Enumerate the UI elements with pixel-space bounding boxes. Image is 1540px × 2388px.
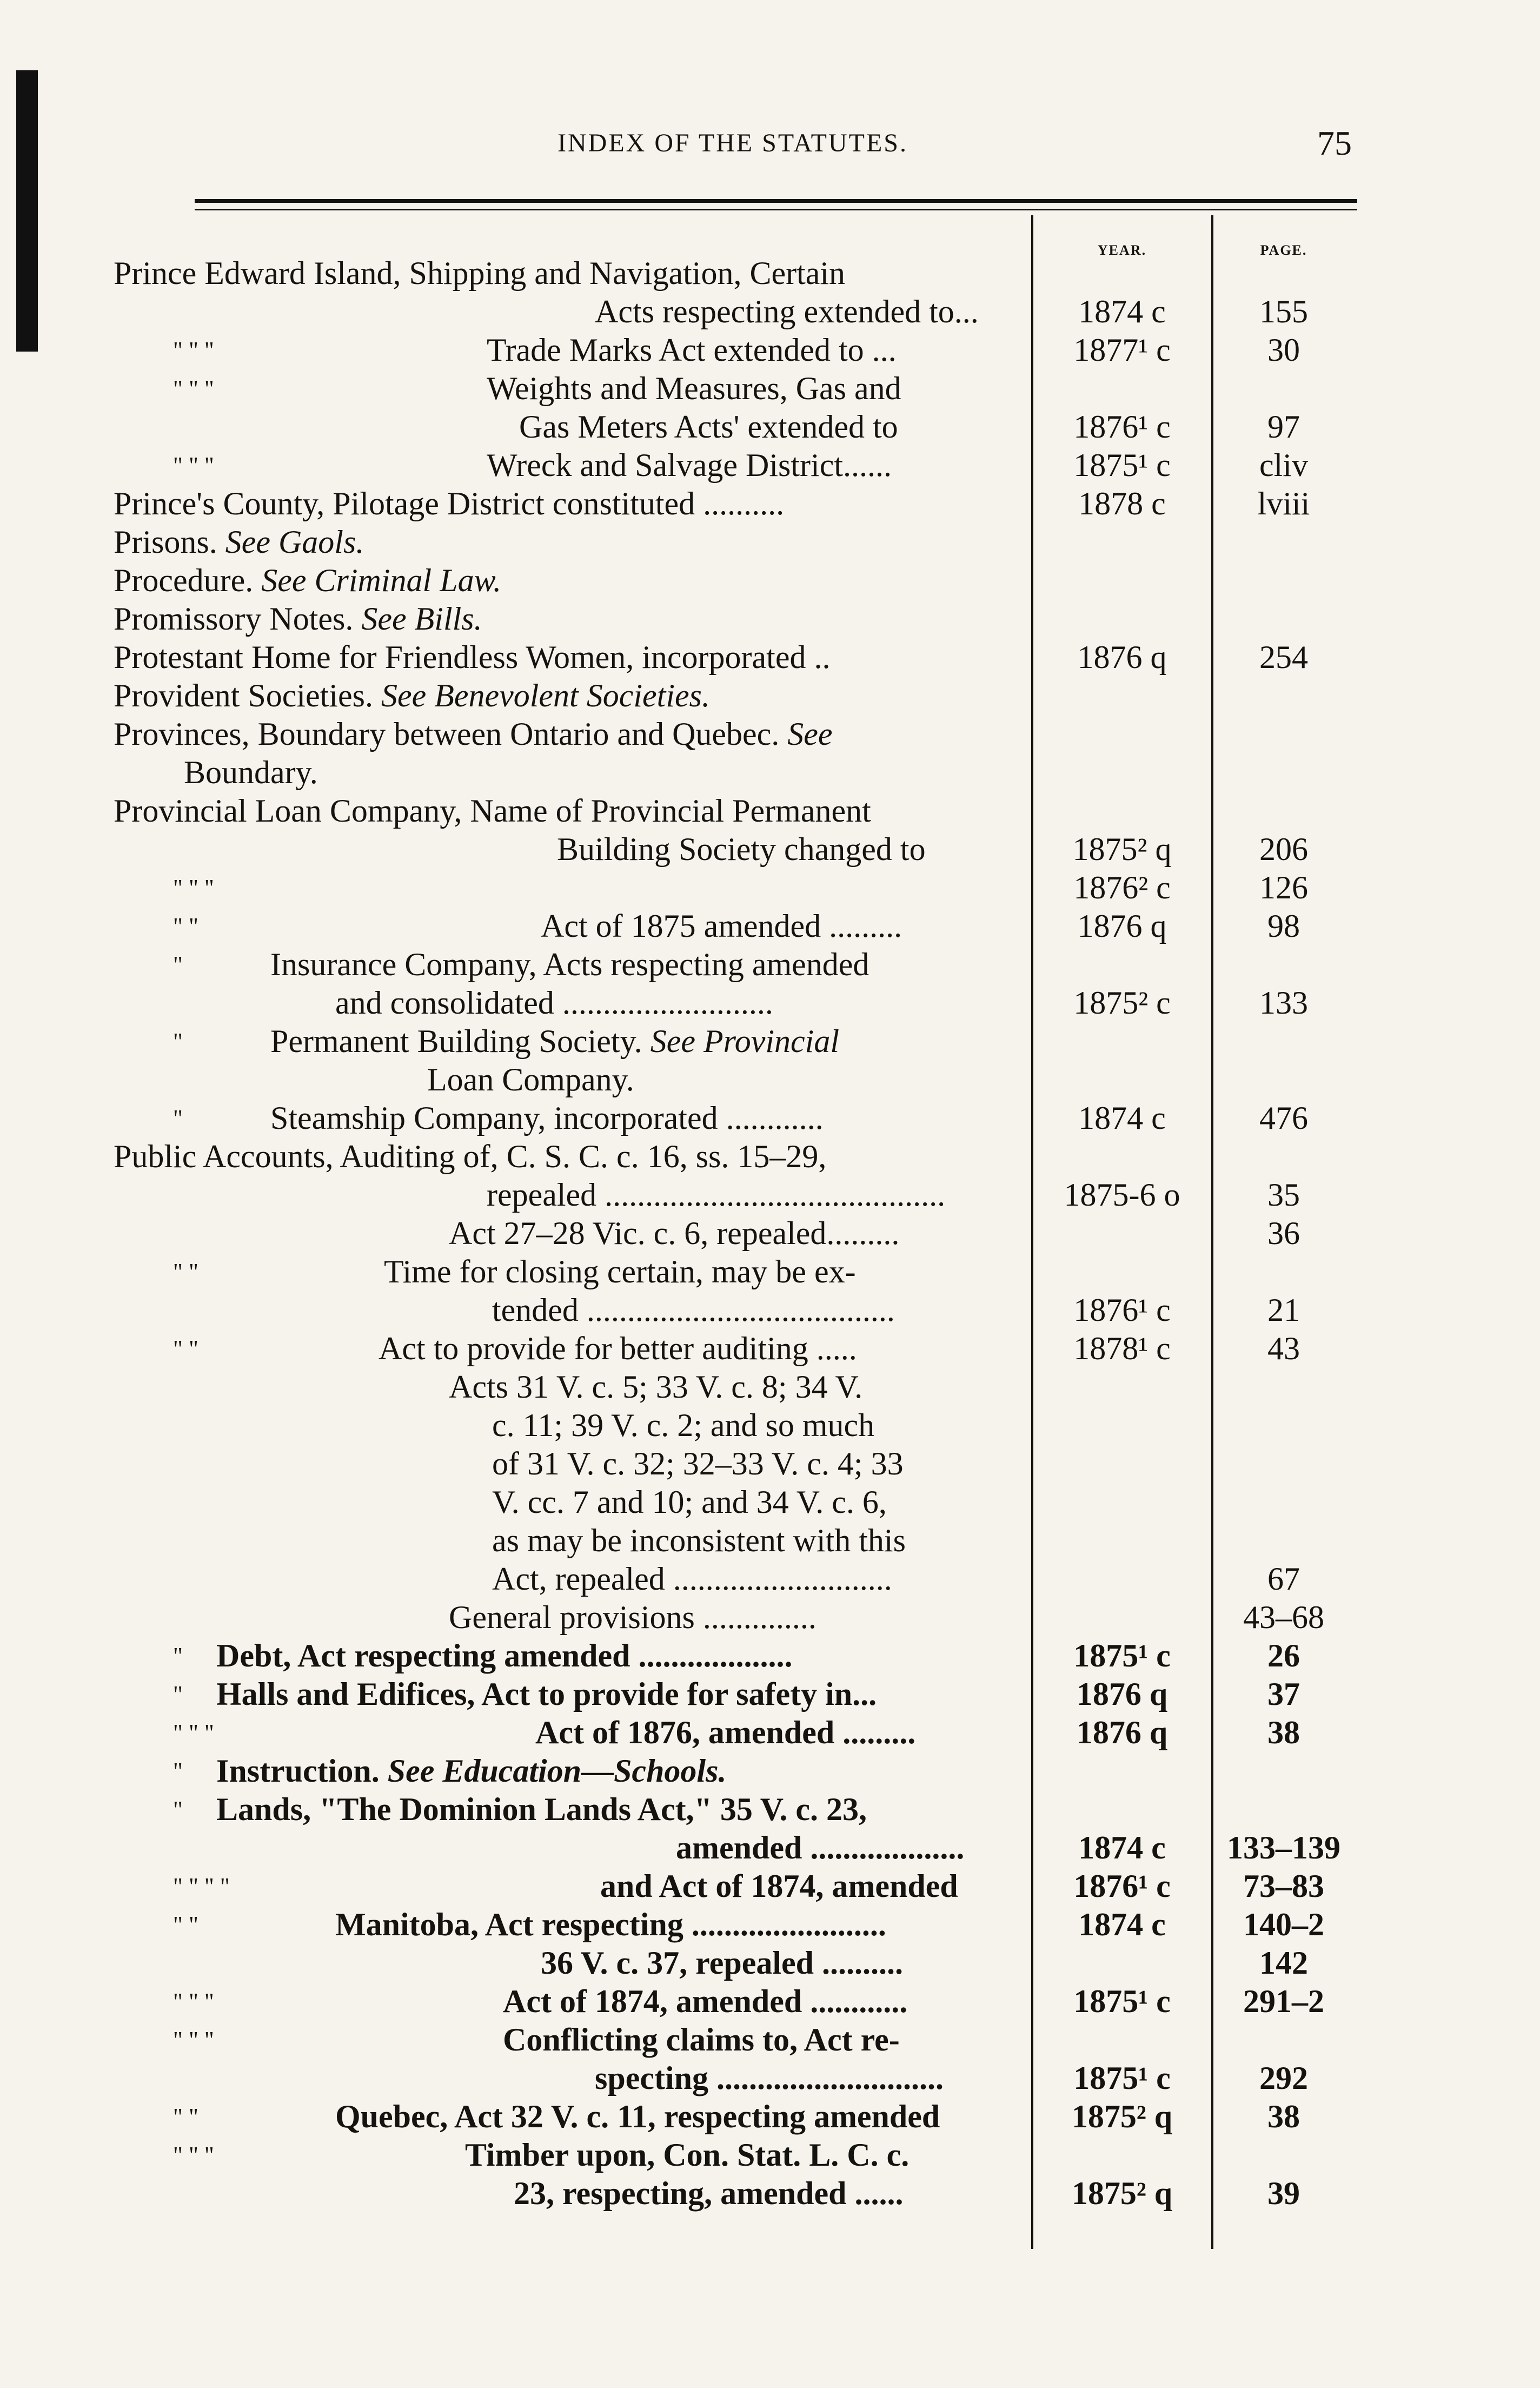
entry-text: Act of 1876, amended ......... — [535, 1715, 916, 1750]
ditto-marks: " " " — [173, 1988, 214, 2015]
ditto-marks: " " " — [173, 2142, 214, 2168]
entry-text: V. cc. 7 and 10; and 34 V. c. 6, — [492, 1484, 887, 1520]
entry-text: Act to provide for better auditing ..... — [379, 1331, 857, 1366]
year-cell: 1875² q — [1071, 2175, 1173, 2211]
entry-text: Steamship Company, incorporated ............ — [270, 1100, 824, 1136]
page-cell: 67 — [1267, 1561, 1300, 1597]
ditto-marks: " " " — [173, 375, 214, 402]
index-row — [0, 1944, 1540, 1982]
index-row — [0, 1867, 1540, 1906]
cross-reference: See Provincial — [642, 1023, 839, 1059]
year-cell: 1876 q — [1077, 908, 1167, 944]
entry-text: Permanent Building Society. See Provincial — [270, 1023, 839, 1059]
year-cell: 1876 q — [1076, 1676, 1168, 1712]
entry-text: Conflicting claims to, Act re- — [503, 2022, 900, 2058]
year-cell: 1876¹ c — [1073, 1292, 1171, 1328]
entry-text: 23, respecting, amended ...... — [514, 2175, 904, 2211]
year-cell: 1876² c — [1073, 870, 1171, 905]
ditto-marks: " " — [173, 913, 198, 940]
entry-text: Boundary. — [184, 755, 318, 790]
index-row — [0, 1675, 1540, 1714]
index-row — [0, 792, 1540, 830]
year-cell: 1876 q — [1076, 1715, 1168, 1750]
entry-text: as may be inconsistent with this — [492, 1523, 906, 1558]
page-cell: 43–68 — [1243, 1599, 1324, 1635]
index-row — [0, 1906, 1540, 1944]
entry-text: Instruction. See Education—Schools. — [216, 1753, 727, 1789]
year-cell: 1875¹ c — [1073, 447, 1171, 483]
index-row — [0, 1214, 1540, 1253]
index-row — [0, 446, 1540, 485]
entry-text: and consolidated .......................... — [335, 985, 773, 1021]
entry-text: c. 11; 39 V. c. 2; and so much — [492, 1407, 875, 1443]
ditto-marks: " " — [173, 1911, 198, 1938]
page-cell: 35 — [1267, 1177, 1300, 1213]
year-cell: 1876 q — [1077, 639, 1167, 675]
page-cell: 38 — [1267, 2099, 1300, 2134]
cross-reference: See Bills. — [353, 601, 482, 637]
index-row — [0, 753, 1540, 792]
page-cell: 254 — [1259, 639, 1308, 675]
running-title: INDEX OF THE STATUTES. — [557, 129, 908, 157]
index-row — [0, 1176, 1540, 1214]
index-row — [0, 869, 1540, 907]
entry-text: Time for closing certain, may be ex- — [384, 1254, 856, 1289]
index-row — [0, 1329, 1540, 1368]
ditto-marks: " — [173, 1643, 183, 1669]
index-row — [0, 331, 1540, 369]
index-row — [0, 1445, 1540, 1483]
entry-text: Prince Edward Island, Shipping and Navigation, Certain — [114, 255, 846, 291]
index-row — [0, 1406, 1540, 1445]
index-row — [0, 2098, 1540, 2136]
year-cell: 1878¹ c — [1073, 1331, 1171, 1366]
index-entries — [0, 254, 1540, 2213]
index-row — [0, 1598, 1540, 1637]
ditto-marks: " — [173, 951, 183, 978]
ditto-marks: " " " — [173, 452, 214, 479]
page-cell: 133 — [1259, 985, 1308, 1021]
page-cell: 37 — [1267, 1676, 1300, 1712]
entry-text: Wreck and Salvage District...... — [487, 447, 892, 483]
page-cell: 73–83 — [1243, 1868, 1324, 1904]
year-cell: 1875¹ c — [1073, 1638, 1171, 1673]
index-row — [0, 1790, 1540, 1829]
ditto-marks: " " " — [173, 2027, 214, 2053]
index-row — [0, 523, 1540, 561]
index-row — [0, 1752, 1540, 1790]
index-row — [0, 254, 1540, 293]
page-cell: 36 — [1267, 1215, 1300, 1251]
entry-text: Debt, Act respecting amended ................... — [216, 1638, 793, 1673]
ditto-marks: " — [173, 1796, 183, 1823]
year-column-header: YEAR. — [1097, 242, 1147, 258]
index-row — [0, 1099, 1540, 1137]
ditto-marks: " — [173, 1758, 183, 1784]
entry-text: specting ............................ — [595, 2060, 944, 2096]
index-row — [0, 1253, 1540, 1291]
entry-text: Protestant Home for Friendless Women, incorporated .. — [114, 639, 831, 675]
index-row — [0, 293, 1540, 331]
index-row — [0, 830, 1540, 869]
index-row — [0, 907, 1540, 945]
ditto-marks: " " " — [173, 337, 214, 363]
page-cell: 38 — [1267, 1715, 1300, 1750]
page-cell: 140–2 — [1243, 1907, 1324, 1942]
year-cell: 1876¹ c — [1073, 409, 1171, 445]
index-row — [0, 408, 1540, 446]
page-cell: 97 — [1267, 409, 1300, 445]
entry-text: amended ................... — [676, 1830, 965, 1866]
index-row — [0, 1982, 1540, 2021]
page-cell: 133–139 — [1227, 1830, 1340, 1866]
page-cell: 98 — [1267, 908, 1300, 944]
page-cell: 26 — [1267, 1638, 1300, 1673]
year-cell: 1876¹ c — [1073, 1868, 1171, 1904]
page-cell: 206 — [1259, 831, 1308, 867]
ditto-marks: " — [173, 1028, 183, 1055]
index-row — [0, 2059, 1540, 2098]
year-cell: 1874 c — [1078, 1100, 1166, 1136]
entry-text: Prisons. See Gaols. — [114, 524, 364, 560]
page-header — [114, 124, 1352, 162]
entry-text: 36 V. c. 37, repealed .......... — [541, 1945, 903, 1981]
index-row — [0, 677, 1540, 715]
page-column-header: PAGE. — [1260, 242, 1307, 258]
entry-text: Act, repealed ........................... — [492, 1561, 892, 1597]
index-row — [0, 1483, 1540, 1522]
year-cell: 1875² c — [1073, 985, 1171, 1021]
index-row — [0, 1560, 1540, 1598]
entry-text: Promissory Notes. See Bills. — [114, 601, 482, 637]
index-row — [0, 2136, 1540, 2174]
entry-text: General provisions .............. — [449, 1599, 817, 1635]
page-cell: 155 — [1259, 294, 1308, 329]
entry-text: Weights and Measures, Gas and — [487, 371, 901, 406]
entry-text: Manitoba, Act respecting ........................ — [335, 1907, 886, 1942]
entry-text: Act of 1874, amended ............ — [503, 1983, 908, 2019]
header-rule-thin — [195, 209, 1357, 210]
cross-reference: See Criminal Law. — [253, 563, 502, 598]
entry-text: Public Accounts, Auditing of, C. S. C. c. 16, ss. 15–29, — [114, 1139, 827, 1174]
index-row — [0, 984, 1540, 1022]
page-number: 75 — [1317, 124, 1352, 162]
index-row — [0, 1368, 1540, 1406]
ditto-marks: " — [173, 1105, 183, 1132]
index-row — [0, 485, 1540, 523]
ditto-marks: " — [173, 1681, 183, 1708]
index-row — [0, 1022, 1540, 1061]
index-row — [0, 1522, 1540, 1560]
index-row — [0, 1637, 1540, 1675]
entry-text: Insurance Company, Acts respecting amended — [270, 947, 869, 982]
cross-reference: See Education—Schools. — [379, 1753, 727, 1789]
entry-text: of 31 V. c. 32; 32–33 V. c. 4; 33 — [492, 1446, 904, 1481]
entry-text: Lands, "The Dominion Lands Act," 35 V. c. 23, — [216, 1791, 867, 1827]
page-cell: 21 — [1267, 1292, 1300, 1328]
cross-reference: See Benevolent Societies. — [373, 678, 710, 713]
page-cell: 39 — [1267, 2175, 1300, 2211]
ditto-marks: " " — [173, 2103, 198, 2130]
page-cell: cliv — [1259, 447, 1308, 483]
entry-text: repealed .......................................... — [487, 1177, 946, 1213]
index-row — [0, 1137, 1540, 1176]
page-cell: 30 — [1267, 332, 1300, 368]
year-cell: 1875² q — [1072, 831, 1172, 867]
entry-text: Timber upon, Con. Stat. L. C. c. — [465, 2137, 910, 2173]
year-cell: 1874 c — [1078, 1907, 1166, 1942]
entry-text: Gas Meters Acts' extended to — [519, 409, 898, 445]
page-cell: 291–2 — [1243, 1983, 1324, 2019]
entry-text: Procedure. See Criminal Law. — [114, 563, 502, 598]
page-cell: 292 — [1259, 2060, 1308, 2096]
entry-text: Act of 1875 amended ......... — [541, 908, 902, 944]
year-cell: 1874 c — [1078, 294, 1166, 329]
entry-text: Prince's County, Pilotage District constituted .......... — [114, 486, 785, 521]
ditto-marks: " " " " — [173, 1873, 230, 1900]
entry-text: and Act of 1874, amended — [600, 1868, 958, 1904]
ditto-marks: " " — [173, 1259, 198, 1285]
index-row — [0, 1714, 1540, 1752]
index-row — [0, 2021, 1540, 2059]
entry-text: Building Society changed to — [557, 831, 926, 867]
entry-text: Acts respecting extended to... — [595, 294, 979, 329]
year-cell: 1878 c — [1078, 486, 1166, 521]
page-cell: 126 — [1259, 870, 1308, 905]
index-row — [0, 561, 1540, 600]
ditto-marks: " " — [173, 1335, 198, 1362]
entry-text: Provident Societies. See Benevolent Societies. — [114, 678, 710, 713]
entry-text: tended ...................................... — [492, 1292, 895, 1328]
entry-text: Provincial Loan Company, Name of Provincial Permanent — [114, 793, 871, 829]
index-row — [0, 1829, 1540, 1867]
entry-text: Acts 31 V. c. 5; 33 V. c. 8; 34 V. — [449, 1369, 863, 1405]
ditto-marks: " " " — [173, 1719, 214, 1746]
index-row — [0, 369, 1540, 408]
index-row — [0, 715, 1540, 753]
year-cell: 1877¹ c — [1073, 332, 1171, 368]
year-cell: 1875-6 o — [1064, 1177, 1180, 1213]
year-cell: 1875¹ c — [1073, 2060, 1171, 2096]
index-row — [0, 945, 1540, 984]
index-row — [0, 638, 1540, 677]
entry-text: Trade Marks Act extended to ... — [487, 332, 897, 368]
entry-text: Quebec, Act 32 V. c. 11, respecting amended — [335, 2099, 940, 2134]
year-cell: 1874 c — [1078, 1830, 1166, 1866]
entry-text: Act 27–28 Vic. c. 6, repealed......... — [449, 1215, 900, 1251]
index-row — [0, 1061, 1540, 1099]
index-row — [0, 2174, 1540, 2213]
ditto-marks: " " " — [173, 875, 214, 901]
page-cell: 476 — [1259, 1100, 1308, 1136]
year-cell: 1875¹ c — [1073, 1983, 1171, 2019]
page-cell: lviii — [1257, 486, 1310, 521]
index-row — [0, 1291, 1540, 1329]
page-cell: 43 — [1267, 1331, 1300, 1366]
year-cell: 1875² q — [1071, 2099, 1173, 2134]
entry-text: Loan Company. — [427, 1062, 634, 1097]
index-row — [0, 600, 1540, 638]
cross-reference: See — [779, 716, 833, 752]
cross-reference: See Gaols. — [217, 524, 364, 560]
entry-text: Halls and Edifices, Act to provide for safety in... — [216, 1676, 877, 1712]
entry-text: Provinces, Boundary between Ontario and Quebec. See — [114, 716, 833, 752]
page-cell: 142 — [1259, 1945, 1308, 1981]
header-rule-thick — [195, 199, 1357, 203]
